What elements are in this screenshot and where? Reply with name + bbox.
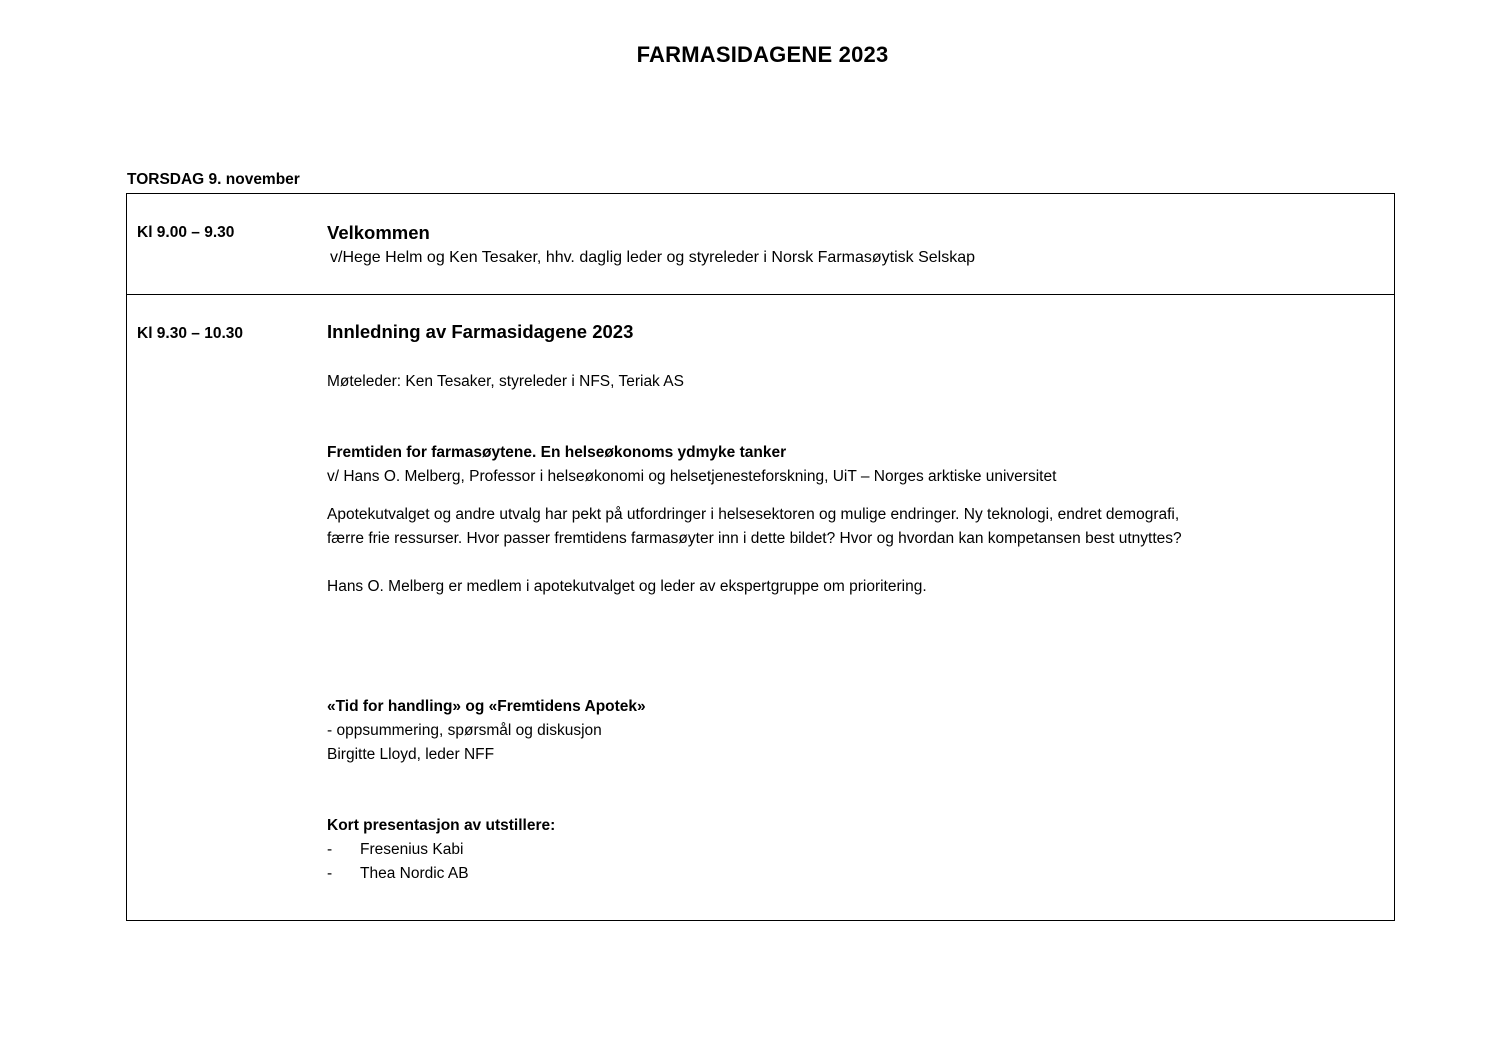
talk-speaker: v/ Hans O. Melberg, Professor i helseøkonomi og helsetjenesteforskning, UiT – Norges arktiske universitet xyxy=(327,468,1057,485)
exhibitor-name: Fresenius Kabi xyxy=(360,841,464,858)
session-moderator: Møteleder: Ken Tesaker, styreleder i NFS, Teriak AS xyxy=(327,373,684,390)
talk-bio: Hans O. Melberg er medlem i apotekutvalget og leder av ekspertgruppe om prioritering. xyxy=(327,578,927,595)
session-content xyxy=(327,320,1182,886)
talk-speaker: Birgitte Lloyd, leder NFF xyxy=(327,746,495,763)
session-time: Kl 9.30 – 10.30 xyxy=(137,325,243,342)
talk-title: «Tid for handling» og «Fremtidens Apotek» xyxy=(327,698,646,715)
day-heading: TORSDAG 9. november xyxy=(127,171,300,188)
exhibitor-item xyxy=(327,862,1182,886)
session-time: Kl 9.00 – 9.30 xyxy=(137,224,235,241)
row-divider xyxy=(127,294,1394,295)
talk-title: Fremtiden for farmasøytene. En helseøkonoms ydmyke tanker xyxy=(327,444,787,461)
session-content xyxy=(327,220,975,270)
session-byline: v/Hege Helm og Ken Tesaker, hhv. daglig leder og styreleder i Norsk Farmasøytisk Selskap xyxy=(330,249,976,266)
talk-abstract-line: færre frie ressurser. Hvor passer fremtidens farmasøyter inn i dette bildet? Hvor og hvordan kan kompetansen best utnyttes? xyxy=(327,530,1182,547)
list-dash: - xyxy=(327,841,333,858)
talk-subtitle: - oppsummering, spørsmål og diskusjon xyxy=(327,722,602,739)
page-title: FARMASIDAGENE 2023 xyxy=(636,42,889,67)
talk-abstract-line: Apotekutvalget og andre utvalg har pekt på utfordringer i helsesektoren og mulige endringer. Ny teknologi, endret demografi, xyxy=(327,506,1180,523)
exhibitor-item xyxy=(327,838,1182,862)
schedule-table xyxy=(126,193,1395,921)
list-dash: - xyxy=(327,865,333,882)
session-title: Innledning av Farmasidagene 2023 xyxy=(327,321,634,342)
exhibitor-name: Thea Nordic AB xyxy=(360,865,469,882)
exhibitors-heading: Kort presentasjon av utstillere: xyxy=(327,817,556,834)
session-title: Velkommen xyxy=(327,222,430,243)
